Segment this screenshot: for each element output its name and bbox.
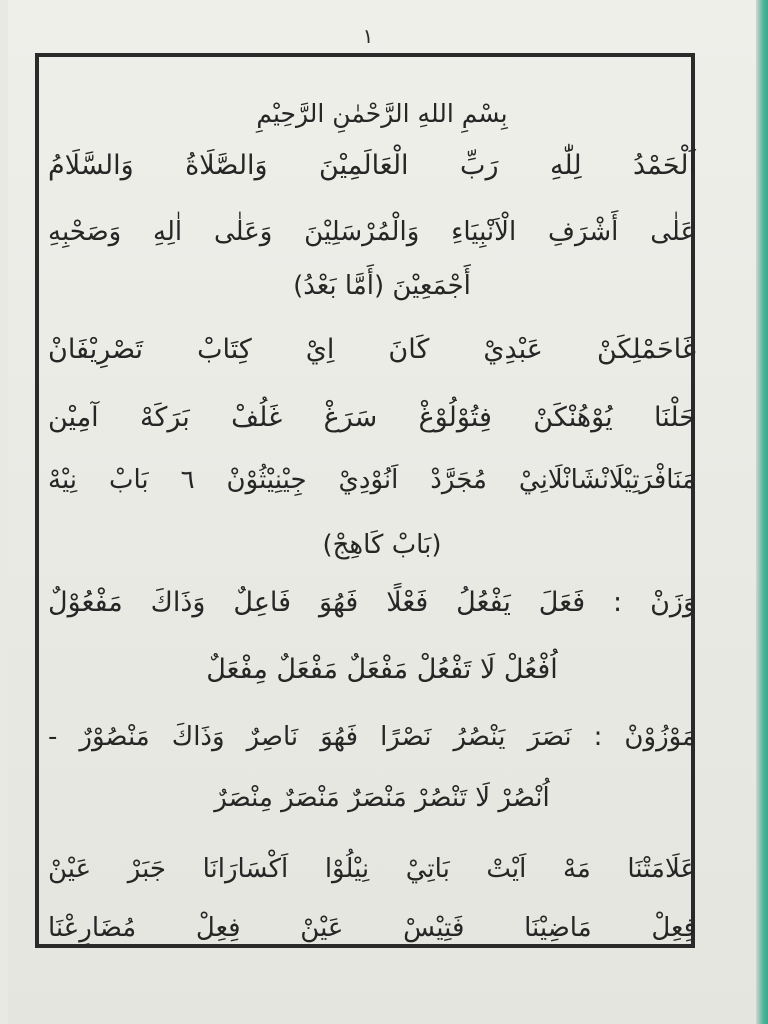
text-line-13: عَلَامَتْنَا مَهْ اَيْتْ بَاتِيْ نِيْلُوْا اَكْسَارَانَا جَبَرْ عَيْنْ	[48, 854, 696, 884]
text-line-7: مَنَافْرَتِيْلَانْشَانْلَانِيْ مُجَرَّدْ اَنُوْدِيْ جِيْنِيْثُوْنْ ٦ بَابْ نِيْهْ	[48, 465, 696, 495]
section-heading-bab: (بَابْ كَاهِجْ)	[322, 530, 442, 560]
adjacent-page-edge	[756, 0, 768, 1024]
text-line-mauzun: مَوْزُوْنْ : نَصَرَ يَنْصُرُ نَصْرًا فَهُوَ نَاصِرٌ وَذَاكَ مَنْصُوْرٌ -	[48, 722, 696, 752]
text-line-wazan: وَزَنْ : فَعَلَ يَفْعُلُ فَعْلًا فَهُوَ فَاعِلٌ وَذَاكَ مَفْعُوْلٌ	[48, 587, 696, 618]
text-line-4: أَجْمَعِيْنَ (أَمَّا بَعْدُ)	[293, 271, 471, 301]
text-line-5: غَاحَمْلِكَنْ عَبْدِيْ كَانَ اِيْ كِتَابْ تَصْرِيْفَانْ	[48, 334, 696, 365]
text-line-basmalah: بِسْمِ اللهِ الرَّحْمٰنِ الرَّحِيْمِ	[256, 99, 508, 128]
page-number: ١	[362, 24, 374, 48]
text-line-14: فِعِلْ مَاضِيْنَا فَتِيْسْ عَيْنْ فِعِلْ مُضَارِعْنَا	[48, 913, 696, 943]
scanned-page	[8, 0, 756, 1024]
text-line-6: حَلْنَا يُوْهُنْكَنْ فِتُوْلُوْغْ سَرَغْ غَلُفْ بَرَكَهْ آمِيْن	[48, 402, 696, 433]
text-line-12: اُنْصُرْ لَا تَنْصُرْ مَنْصَرٌ مَنْصَرٌ مِنْصَرٌ	[214, 783, 550, 813]
text-line-3: عَلٰى أَشْرَفِ الْاَنْبِيَاءِ وَالْمُرْسَلِيْنَ وَعَلٰى اٰلِهِ وَصَحْبِهِ	[48, 217, 696, 247]
text-line-10: اُفْعُلْ لَا تَفْعُلْ مَفْعَلٌ مَفْعَلٌ مِفْعَلٌ	[206, 654, 558, 685]
text-line-2: اَلْحَمْدُ لِلّٰهِ رَبِّ الْعَالَمِيْنَ وَالصَّلَاةُ وَالسَّلَامُ	[48, 150, 696, 181]
